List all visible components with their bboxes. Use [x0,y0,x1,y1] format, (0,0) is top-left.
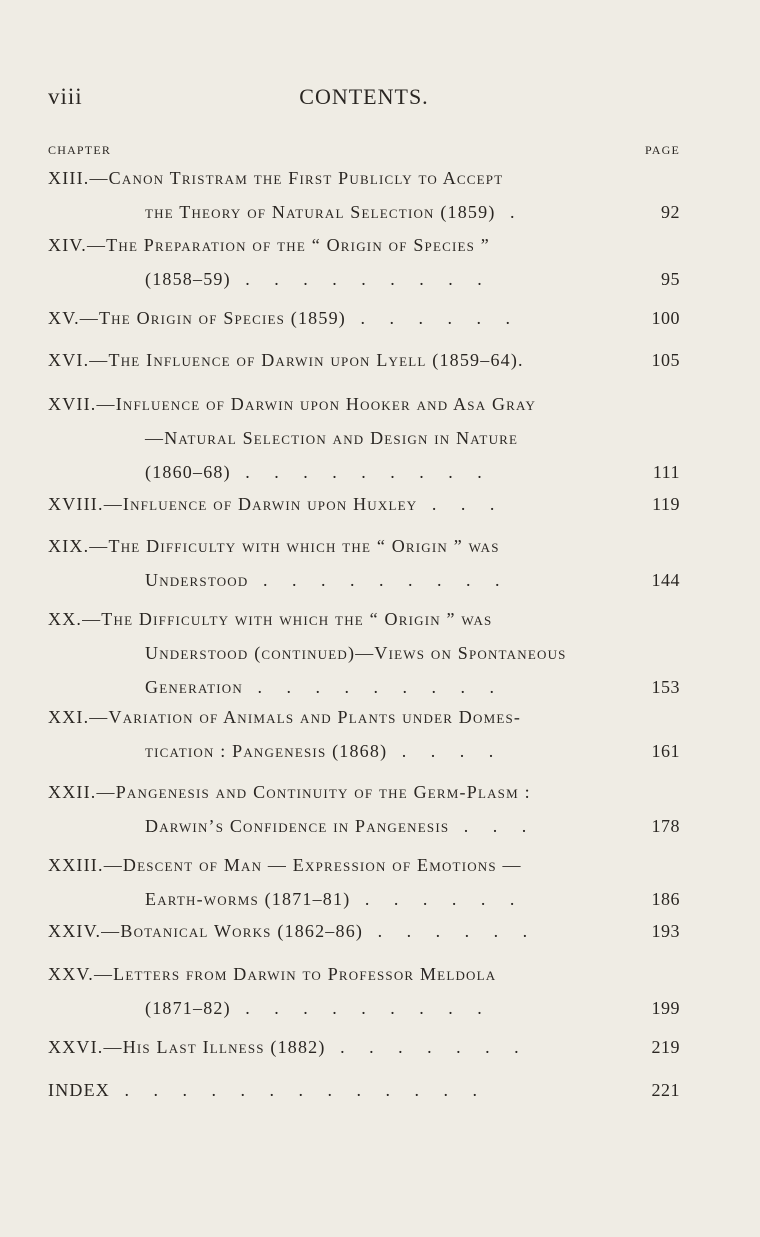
toc-entry [48,782,680,850]
toc-line [48,462,680,496]
leader-dots: . . . . . . . . . . . . . [110,1080,487,1100]
leader-dots: . . . [417,494,505,514]
page-number: 119 [652,494,680,514]
chapter-title-text: Darwin’s Confidence in Pangenesis [145,816,450,836]
page-column-heading: PAGE [644,143,680,157]
chapter-number: XV. [48,308,80,328]
toc-line [48,643,680,677]
running-title: CONTENTS. [299,84,429,109]
column-headings [48,143,680,159]
chapter-title-text: —Letters from Darwin to Professor Meldola [93,964,497,984]
toc-line [48,998,680,1032]
toc-entry [48,536,680,604]
toc-entry [48,308,680,342]
chapter-title-text: the Theory of Natural Selection (1859) [145,202,496,222]
page-number: 199 [651,998,680,1018]
toc-entry [48,964,680,1032]
page-number: 144 [651,570,680,590]
page-number: 221 [651,1080,680,1100]
toc-line [48,536,680,570]
leader-dots: . . . . . . . . . [230,269,492,289]
toc-line [48,494,680,528]
chapter-title-text: —Influence of Darwin upon Hooker and Asa Gray [96,394,537,414]
toc-entry [48,494,680,528]
toc-line [48,921,680,955]
chapter-title-text: —Pangenesis and Continuity of the Germ-Plasm : [96,782,531,802]
toc-line [48,816,680,850]
chapter-number: XXIV. [48,921,102,941]
chapter-number: XXII. [48,782,97,802]
toc-entry [48,855,680,923]
page-number: 92 [661,202,680,222]
page-number: 161 [651,741,680,761]
chapter-title-text: INDEX [48,1080,110,1100]
chapter-number: XXVI. [48,1037,104,1057]
chapter-title-text: (1858–59) [145,269,231,289]
chapter-title-text: (1860–68) [145,462,231,482]
leader-dots: . . . . . . . . . [242,677,504,697]
toc-line [48,350,680,384]
chapter-number: XXV. [48,964,94,984]
page-number: 178 [651,816,680,836]
chapter-title-text: —The Influence of Darwin upon Lyell (1859–64). [89,350,524,370]
chapter-title-text: —Influence of Darwin upon Huxley [103,494,418,514]
chapter-title-text: Earth-worms (1871–81) [145,889,351,909]
chapter-number: XVIII. [48,494,104,514]
toc-entry [48,168,680,236]
toc-line [48,677,680,711]
leader-dots: . . . . . . [345,308,520,328]
page-number: 105 [651,350,680,370]
toc-entry [48,1037,680,1071]
chapter-number: XIII. [48,168,90,188]
leader-dots: . . . . . . [363,921,538,941]
toc-entry [48,394,680,496]
toc-line [48,269,680,303]
chapter-title-text: —The Origin of Species (1859) [79,308,346,328]
page-header [48,84,680,114]
chapter-column-heading: CHAPTER [48,143,112,157]
chapter-number: XXIII. [48,855,104,875]
toc-line [48,394,680,428]
toc-line [48,855,680,889]
chapter-title-text: Understood [145,570,249,590]
toc-line [48,202,680,236]
chapter-title-text: —Natural Selection and Design in Nature [145,428,519,448]
chapter-title-text: —His Last Illness (1882) [103,1037,326,1057]
toc-entry [48,707,680,775]
chapter-number: XX. [48,609,83,629]
toc-entry [48,350,680,384]
chapter-title-text: —Variation of Animals and Plants under Domes- [89,707,522,727]
toc-line [48,428,680,462]
toc-entry [48,235,680,303]
page-number: 219 [651,1037,680,1057]
chapter-number: XVI. [48,350,90,370]
leader-dots: . . . . . . . [325,1037,529,1057]
chapter-title-text: tication : Pangenesis (1868) [145,741,388,761]
leader-dots: . . . . . . . . . [230,998,492,1018]
leader-dots: . . . . . . [350,889,525,909]
chapter-title-text: (1871–82) [145,998,231,1018]
leader-dots: . . . . . . . . . [248,570,510,590]
chapter-title-text: Understood (continued)—Views on Spontaneous [145,643,567,663]
toc-line [48,707,680,741]
toc-line [48,1037,680,1071]
chapter-title-text: —Botanical Works (1862–86) [101,921,364,941]
chapter-title-text: —Descent of Man — Expression of Emotions — [103,855,522,875]
leader-dots: . [495,202,525,222]
toc-line [48,609,680,643]
toc-line [48,889,680,923]
toc-line [48,782,680,816]
chapter-title-text: Generation [145,677,243,697]
chapter-title-text: —Canon Tristram the First Publicly to Accept [89,168,504,188]
toc-line [48,741,680,775]
chapter-title-text: —The Difficulty with which the “ Origin ” was [82,609,493,629]
page-number: 100 [651,308,680,328]
chapter-number: XXI. [48,707,90,727]
toc-line [48,308,680,342]
leader-dots: . . . . . . . . . [230,462,492,482]
page-number: 111 [652,462,680,482]
page-number: 95 [661,269,680,289]
chapter-number: XVII. [48,394,97,414]
toc-entry [48,921,680,955]
toc-line [48,964,680,998]
leader-dots: . . . . [387,741,504,761]
toc-line [48,168,680,202]
folio-number: viii [48,84,83,109]
chapter-title-text: —The Difficulty with which the “ Origin ” was [89,536,500,556]
toc-entry [48,1080,680,1114]
leader-dots: . . . [449,816,537,836]
page-number: 186 [651,889,680,909]
toc-line [48,570,680,604]
chapter-title-text: —The Preparation of the “ Origin of Species ” [86,235,490,255]
page-number: 153 [651,677,680,697]
toc-line [48,1080,680,1114]
chapter-number: XIX. [48,536,90,556]
toc-entry [48,609,680,711]
chapter-number: XIV. [48,235,87,255]
toc-line [48,235,680,269]
page-number: 193 [651,921,680,941]
